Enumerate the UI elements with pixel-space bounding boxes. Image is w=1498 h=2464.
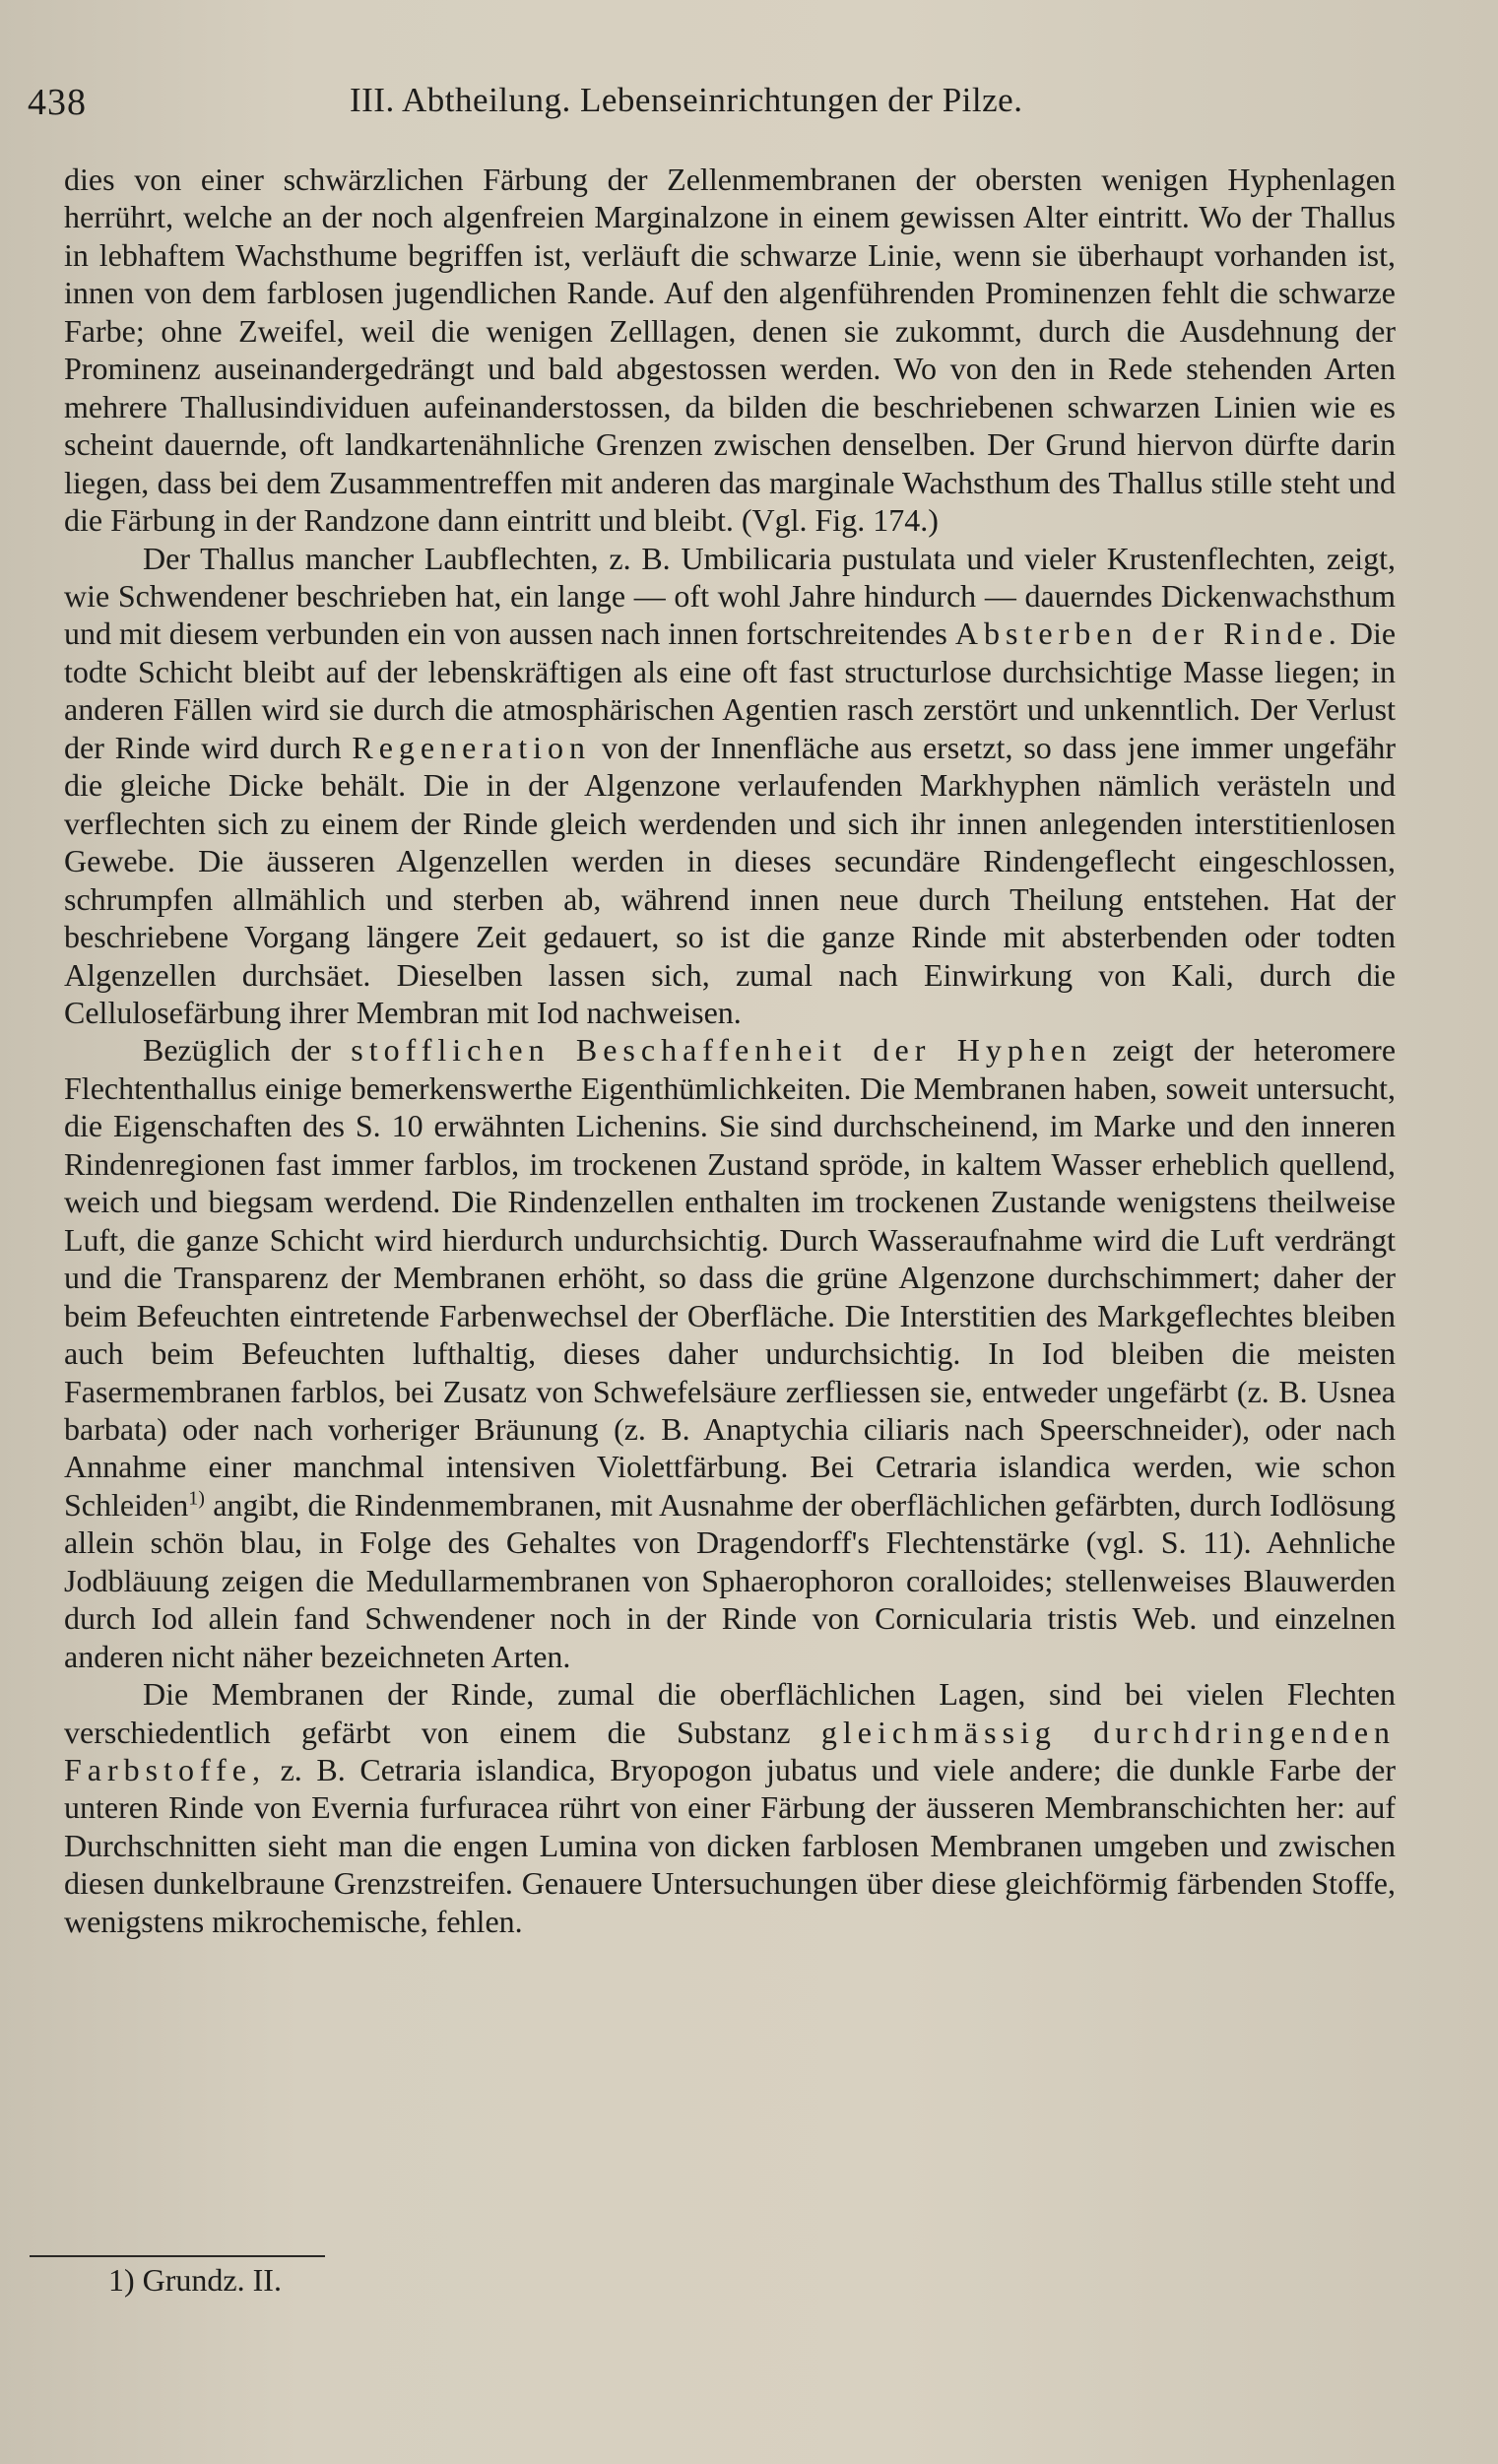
page-header [0,81,1498,140]
paragraph-3-text-c: angibt, die Rindenmembranen, mit Ausnahme der oberflächlichen gefärbten, durch Iodlösung allein schön blau, in Folge des Gehaltes von Dragendorff's Flechtenstärke (vgl. S. 11). Aehnliche Jodbläuung zeigen die Medullarmembranen von Sphaerophoron coralloides; stellenweises Blauwerden durch Iod allein fand Schwendener noch in der Rinde von Cornicularia tristis Web. und einzelnen anderen nicht näher bezeichneten Arten. [64,1486,1396,1674]
paragraph-1-text: dies von einer schwärzlichen Färbung der Zellenmembranen der obersten wenigen Hyphenlagen herrührt, welche an der noch algenfreien Marginalzone in einem gewissen Alter eintritt. Wo der Thallus in lebhaftem Wachsthume begriffen ist, verläuft die schwarze Linie, wenn sie überhaupt vorhanden ist, innen von dem farblosen jugendlichen Rande. Auf den algenführenden Prominenzen fehlt die schwarze Farbe; ohne Zweifel, weil die wenigen Zelllagen, denen sie zukommt, durch die Ausdehnung der Prominenz auseinandergedrängt und bald abgestossen werden. Wo von den in Rede stehenden Arten mehrere Thallusindividuen aufeinanderstossen, da bilden die beschriebenen schwarzen Linien wie es scheint dauernde, oft landkartenähnliche Grenzen zwischen denselben. Der Grund hiervon dürfte darin liegen, dass bei dem Zusammentreffen mit anderen das marginale Wachsthum des Thallus stille steht und die Färbung in der Randzone dann eintritt und bleibt. (Vgl. Fig. 174.) [64,162,1396,539]
paragraph-1 [64,161,1396,540]
paragraph-4-text-b: z. B. Cetraria islandica, Bryopogon jubatus und viele andere; die dunkle Farbe der unteren Rinde von Evernia furfuracea rührt von einer Färbung der äusseren Membranschichten her: auf Durchschnitten sieht man die engen Lumina von dicken farblosen Membranen umgeben und zwischen diesen dunkelbraune Grenzstreifen. Genauere Untersuchungen über diese gleichförmig färbenden Stoffe, wenigstens mikrochemische, fehlen. [64,1752,1397,1939]
paragraph-3-text-a: Bezüglich der [143,1032,331,1069]
paragraph-2-text-b: Die todte Schicht bleibt auf der lebenskräftigen als eine oft fast structurlose durchsichtige Masse liegen; in anderen Fällen wird sie durch die atmosphärischen Agentien rasch zerstört und unkenntlich. Der Verlust der Rinde wird durch [64,616,1397,765]
paragraph-3 [64,1031,1396,1675]
paragraph-4 [64,1675,1396,1940]
paragraph-2 [64,540,1396,1032]
footnote: 1) Grundz. II. [108,2262,282,2298]
body-text [64,161,1396,1940]
running-head: III. Abtheilung. Lebenseinrichtungen der Pilze. [350,81,1023,119]
footnote-marker: 1) [188,1487,205,1510]
footnote-divider [30,2255,325,2257]
paragraph-2-text-c: von der Innenfläche aus ersetzt, so dass jene immer ungefähr die gleiche Dicke behält. Die in der Algenzone verlaufenden Markhyphen nämlich verästeln und verflechten sich zu einem der Rinde gleich werdenden und sich ihr innen anlegenden interstitienlosen Gewebe. Die äusseren Algenzellen werden in dieses secundäre Rindengeflecht eingeschlossen, schrumpfen allmählich und sterben ab, während innen neue durch Theilung entstehen. Hat der beschriebene Vorgang längere Zeit gedauert, so ist die ganze Rinde mit absterbenden oder todten Algenzellen durchsäet. Dieselben lassen sich, zumal nach Einwirkung von Kali, durch die Cellulosefärbung ihrer Membran mit Iod nachweisen. [64,729,1397,1030]
paragraph-3-text-b: zeigt der heteromere Flechtenthallus einige bemerkenswerthe Eigenthümlichkeiten. Die Membranen haben, soweit untersucht, die Eigenschaften des S. 10 erwähnten Lichenins. Sie sind durchscheinend, im Marke und den inneren Rindenregionen fast immer farblos, im trockenen Zustand spröde, in kaltem Wasser erheblich quellend, weich und biegsam werdend. Die Rindenzellen enthalten im trockenen Zustande wenigstens theilweise Luft, die ganze Schicht wird hierdurch undurchsichtig. Durch Wasseraufnahme wird die Luft verdrängt und die Transparenz der Membranen erhöht, so dass die grüne Algenzone durchschimmert; daher der beim Befeuchten eintretende Farbenwechsel der Oberfläche. Die Interstitien des Markgeflechtes bleiben auch beim Befeuchten lufthaltig, dieses daher undurchsichtig. In Iod bleiben die meisten Fasermembranen farblos, bei Zusatz von Schwefelsäure zerfliessen sie, entweder ungefärbt (z. B. Usnea barbata) oder nach vorheriger Bräunung (z. B. Anaptychia ciliaris nach Speerschneider), oder nach Annahme einer manchmal intensiven Violettfärbung. Bei Cetraria islandica werden, wie schon Schleiden [64,1032,1397,1523]
page-number: 438 [28,82,87,123]
paragraph-2-text-a: Der Thallus mancher Laubflechten, z. B. Umbilicaria pustulata und vieler Krustenflechten, zeigt, wie Schwendener beschrieben hat, ein lange — oft wohl Jahre hindurch — dauerndes Dickenwachsthum und mit diesem verbunden ein von aussen nach innen fortschreitendes [64,540,1396,652]
paragraph-4-text-a: Die Membranen der Rinde, zumal die oberflächlichen Lagen, sind bei vielen Flechten verschiedentlich gefärbt von einem die Substanz [64,1676,1396,1750]
spaced-emphasis: gleichmässig durchdringenden Farbstoffe, [64,1714,1397,1788]
spaced-emphasis: Absterben der Rinde. [954,616,1342,652]
spaced-emphasis: stofflichen Beschaffenheit der Hyphen [351,1032,1093,1069]
spaced-emphasis: Regeneration [352,729,591,765]
